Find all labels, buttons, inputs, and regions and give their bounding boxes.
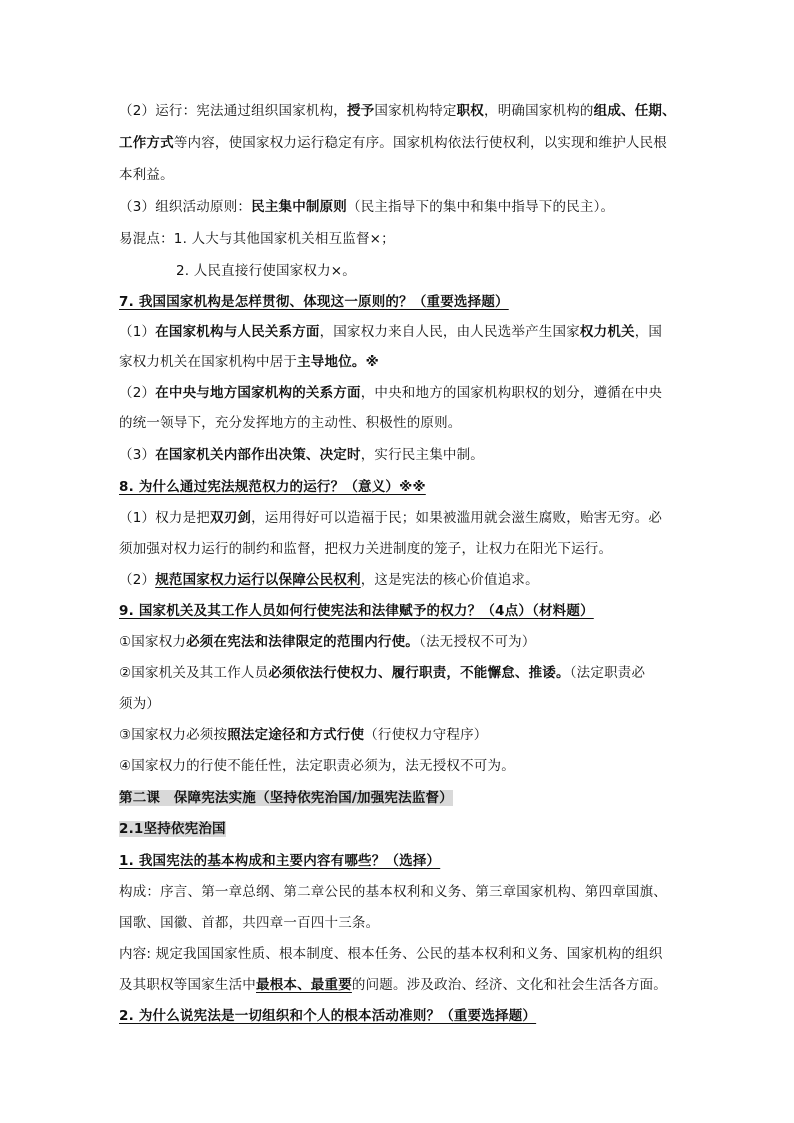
bold-underlined-text: 规范国家权力运行以保障公民权利 bbox=[155, 572, 361, 588]
text: ，国家权力来自人民，由人民选举产生国家 bbox=[319, 324, 580, 340]
question-7-heading: 7. 我国国家机构是怎样贯彻、体现这一原则的？（重要选择题） bbox=[119, 294, 509, 310]
text: 构成：序言、第一章总纲、第二章公民的基本权利和义务、第三章国家机构、第四章国旗、 bbox=[119, 884, 667, 900]
text: 的统一领导下，充分发挥地方的主动性、积极性的原则。 bbox=[119, 415, 462, 431]
bold-text: 在国家机构与人民关系方面 bbox=[155, 324, 320, 340]
paragraph-line bbox=[119, 413, 462, 433]
bold-text: 权力机关 bbox=[579, 324, 635, 340]
text: 国歌、国徽、首都，共四章一百四十三条。 bbox=[119, 915, 380, 931]
text: 的问题。涉及政治、经济、文化和社会生活各方面。 bbox=[351, 977, 668, 993]
lesson-title: 第二课 保障宪法实施（坚持依宪治国/加强宪法监督） bbox=[119, 790, 453, 806]
text: ，中央和地方的国家机构职权的划分，遵循在中央 bbox=[360, 385, 663, 401]
bold-underlined-text: 最根本、最重要 bbox=[256, 977, 352, 993]
text: 2. 人民直接行使国家权力×。 bbox=[176, 263, 356, 279]
q1-content-line-2 bbox=[119, 975, 667, 995]
paragraph-line bbox=[119, 539, 612, 559]
bold-text: 必须依法行使权力、履行职责，不能懈怠、推诿。 bbox=[268, 665, 570, 681]
q8-answer-1 bbox=[119, 508, 662, 528]
question-2-heading: 2. 为什么说宪法是一切组织和个人的根本活动准则？（重要选择题） bbox=[119, 1008, 537, 1024]
paragraph-line bbox=[119, 133, 667, 153]
q9-answer-2 bbox=[119, 663, 645, 683]
text: 须为） bbox=[119, 696, 161, 712]
text: 须加强对权力运行的制约和监督，把权力关进制度的笼子，让权力在阳光下运行。 bbox=[119, 541, 613, 557]
bold-text: 组成、任期、 bbox=[593, 103, 676, 119]
bold-text: 双刃剑 bbox=[210, 510, 252, 526]
text: （法无授权不可为） bbox=[419, 634, 536, 650]
text: ，明确国家机构的 bbox=[484, 103, 594, 119]
confusion-point-1 bbox=[119, 229, 395, 249]
text: ，运用得好可以造福于民；如果被滥用就会滋生腐败，贻害无穷。必 bbox=[251, 510, 663, 526]
paragraph-line bbox=[119, 165, 174, 185]
lesson-heading bbox=[119, 788, 453, 808]
text: ②国家机关及其工作人员 bbox=[119, 665, 269, 681]
q1-composition-line-1 bbox=[119, 882, 667, 902]
q1-content-line-1 bbox=[119, 944, 663, 964]
question-1-heading: 1. 我国宪法的基本构成和主要内容有哪些？（选择） bbox=[119, 853, 441, 869]
text: （1） bbox=[119, 324, 156, 340]
text: （民主指导下的集中和集中指导下的民主）。 bbox=[347, 199, 615, 215]
bold-text: 必须在宪法和法律限定的范围内行使。 bbox=[186, 634, 420, 650]
paragraph-line bbox=[119, 694, 160, 714]
text: ④国家权力的行使不能任性，法定职责必须为，法无授权不可为。 bbox=[119, 758, 515, 774]
text: （行使权力守程序） bbox=[364, 727, 488, 743]
section-heading bbox=[119, 819, 226, 839]
q9-answer-1 bbox=[119, 632, 536, 652]
bold-text: 主导 bbox=[297, 354, 325, 370]
bold-text: 地位。※ bbox=[324, 354, 379, 370]
text: ，实行民主集中制。 bbox=[360, 447, 485, 463]
text: 国家机构特定 bbox=[374, 103, 457, 119]
bold-text: 照法定途径和方式行使 bbox=[227, 727, 365, 743]
text: 易混点：1. 人大与其他国家机关相互监督×； bbox=[119, 231, 395, 247]
text: （3）组织活动原则： bbox=[119, 199, 252, 215]
q9-answer-4 bbox=[119, 756, 515, 776]
text: 内容: 规定我国国家性质、根本制度、根本任务、公民的基本权利和义务、国家机构的组织 bbox=[119, 946, 663, 962]
question-9-heading: 9. 国家机关及其工作人员如何行使宪法和法律赋予的权力？（4点）（材料题） bbox=[119, 603, 594, 619]
q7-answer-1 bbox=[119, 322, 662, 342]
q8-answer-2 bbox=[119, 570, 539, 590]
paragraph-line bbox=[119, 352, 379, 372]
bold-text: 在中央与地方国家机构的关系方面 bbox=[155, 385, 361, 401]
text: （3） bbox=[119, 447, 156, 463]
bold-text: 在国家机关内部作出决策、决定时 bbox=[155, 447, 361, 463]
bold-text: 授予 bbox=[347, 103, 375, 119]
paragraph-principle bbox=[119, 197, 614, 217]
text: （2） bbox=[119, 385, 156, 401]
bold-text: 职权 bbox=[456, 103, 485, 119]
q7-answer-2 bbox=[119, 383, 662, 403]
q7-answer-3 bbox=[119, 445, 484, 465]
question-8-heading: 8. 为什么通过宪法规范权力的运行？（意义）※※ bbox=[119, 479, 426, 495]
text: （2） bbox=[119, 572, 156, 588]
text: （2）运行：宪法通过组织国家机构， bbox=[119, 103, 347, 119]
confusion-point-2 bbox=[176, 261, 356, 281]
text: 本利益。 bbox=[119, 167, 174, 183]
text: 及其职权等国家生活中 bbox=[119, 977, 256, 993]
q9-answer-3 bbox=[119, 725, 488, 745]
paragraph-operation bbox=[119, 101, 676, 121]
section-number: 2.1 bbox=[119, 821, 144, 837]
bold-text: 工作方式 bbox=[119, 135, 174, 151]
text: （1）权力是把 bbox=[119, 510, 210, 526]
q1-composition-line-2 bbox=[119, 913, 379, 933]
text: 家权力机关在国家机构中居于 bbox=[119, 354, 298, 370]
text: ，国 bbox=[634, 324, 663, 340]
text: ①国家权力 bbox=[119, 634, 187, 650]
bold-text: 民主集中制原则 bbox=[251, 199, 347, 215]
section-title: 坚持依宪治国 bbox=[143, 821, 226, 837]
text: （法定职责必 bbox=[569, 665, 646, 681]
text: ，这是宪法的核心价值追求。 bbox=[360, 572, 539, 588]
text: 等内容，使国家权力运行稳定有序。国家机构依法行使权利，以实现和维护人民根 bbox=[173, 135, 668, 151]
text: ③国家权力必须按 bbox=[119, 727, 228, 743]
